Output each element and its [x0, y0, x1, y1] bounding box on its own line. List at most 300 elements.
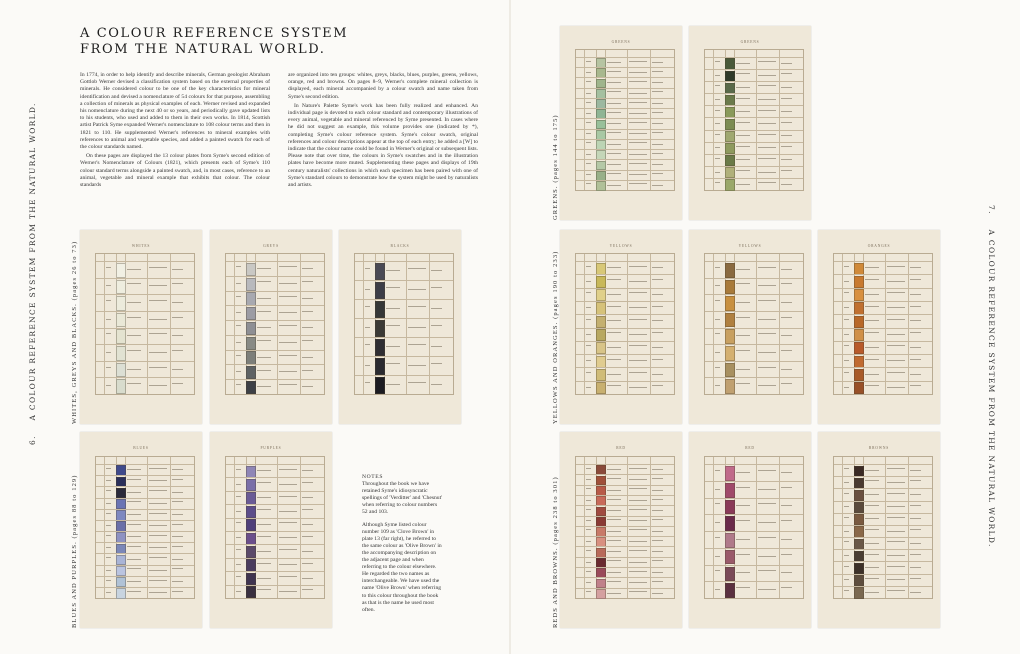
table-row	[576, 328, 674, 329]
colour-swatch	[246, 586, 256, 598]
handwriting-mark	[408, 382, 426, 383]
handwriting-mark	[127, 524, 140, 525]
handwriting-mark	[652, 385, 663, 386]
handwriting-mark	[431, 270, 442, 271]
handwriting-mark	[758, 300, 776, 301]
plate-blues	[80, 432, 202, 628]
handwriting-mark	[629, 292, 647, 293]
table-row	[834, 261, 932, 262]
handwriting-mark	[758, 267, 776, 268]
handwriting-mark	[629, 387, 647, 388]
handwriting-mark	[629, 183, 647, 184]
colour-swatch	[246, 366, 256, 379]
handwriting-mark	[172, 501, 183, 502]
handwriting-mark	[652, 103, 663, 104]
handwriting-mark	[106, 570, 111, 571]
handwriting-mark	[781, 122, 792, 123]
handwriting-mark	[910, 267, 921, 268]
handwriting-mark	[887, 579, 905, 580]
handwriting-mark	[715, 470, 720, 471]
right-page-number: 7.	[987, 205, 996, 215]
handwriting-mark	[607, 132, 620, 133]
handwriting-mark	[607, 499, 620, 500]
table-row	[576, 354, 674, 355]
handwriting-mark	[910, 306, 921, 307]
handwriting-mark	[781, 587, 792, 588]
handwriting-mark	[279, 564, 297, 565]
handwriting-mark	[586, 307, 591, 308]
handwriting-mark	[149, 285, 167, 286]
handwriting-mark	[586, 372, 591, 373]
handwriting-mark	[149, 367, 167, 368]
handwriting-mark	[736, 283, 749, 284]
handwriting-mark	[127, 479, 140, 480]
colour-swatch	[375, 377, 385, 393]
table-row	[96, 377, 194, 378]
handwriting-mark	[149, 547, 167, 548]
handwriting-mark	[172, 317, 183, 318]
handwriting-mark	[652, 469, 663, 470]
table-row	[576, 274, 674, 275]
handwriting-mark	[736, 122, 749, 123]
handwriting-mark	[365, 344, 370, 345]
handwriting-mark	[736, 302, 749, 303]
handwriting-mark	[844, 555, 849, 556]
table-row	[705, 531, 803, 532]
colour-swatch	[725, 71, 735, 82]
handwriting-mark	[910, 374, 921, 375]
handwriting-mark	[758, 319, 776, 320]
colour-swatch	[854, 263, 864, 275]
table-row	[226, 585, 324, 586]
handwriting-mark	[652, 91, 663, 92]
colour-swatch	[725, 143, 735, 154]
table-row	[96, 498, 194, 499]
table-row	[576, 108, 674, 109]
handwriting-mark	[715, 333, 720, 334]
handwriting-mark	[431, 325, 442, 326]
handwriting-mark	[652, 144, 663, 145]
handwriting-mark	[586, 488, 591, 489]
table-row	[705, 311, 803, 312]
handwriting-mark	[172, 369, 183, 370]
handwriting-mark	[586, 93, 591, 94]
handwriting-mark	[781, 520, 792, 521]
handwriting-mark	[844, 345, 849, 346]
handwriting-mark	[715, 267, 720, 268]
handwriting-mark	[127, 581, 140, 582]
handwriting-mark	[236, 266, 241, 267]
handwriting-mark	[629, 281, 647, 282]
handwriting-mark	[365, 306, 370, 307]
handwriting-mark	[652, 173, 663, 174]
handwriting-mark	[257, 509, 270, 510]
handwriting-mark	[865, 518, 878, 519]
colour-swatch	[375, 282, 385, 298]
handwriting-mark	[106, 525, 111, 526]
handwriting-mark	[652, 519, 663, 520]
handwriting-mark	[781, 87, 792, 88]
handwriting-mark	[172, 568, 183, 569]
handwriting-mark	[607, 374, 620, 375]
table-row	[576, 129, 674, 130]
handwriting-mark	[607, 82, 620, 83]
table-row	[226, 261, 324, 262]
table-row	[576, 588, 674, 589]
handwriting-mark	[629, 468, 647, 469]
handwriting-mark	[149, 580, 167, 581]
handwriting-mark	[865, 385, 878, 386]
handwriting-mark	[629, 372, 647, 373]
handwriting-mark	[257, 357, 270, 358]
handwriting-mark	[607, 153, 620, 154]
handwriting-mark	[607, 62, 620, 63]
handwriting-mark	[910, 578, 921, 579]
handwriting-mark	[106, 352, 111, 353]
handwriting-mark	[172, 559, 183, 560]
handwriting-mark	[758, 470, 776, 471]
handwriting-mark	[887, 345, 905, 346]
handwriting-mark	[302, 298, 313, 299]
handwriting-mark	[781, 98, 792, 99]
handwriting-mark	[586, 360, 591, 361]
table-row	[96, 565, 194, 566]
handwriting-mark	[279, 266, 297, 267]
handwriting-mark	[781, 170, 792, 171]
handwriting-mark	[910, 279, 921, 280]
handwriting-mark	[865, 347, 878, 348]
table-row	[576, 301, 674, 302]
notes-paragraph: Although Syme listed colour number 109 as 'Clove Brown' in plate 13 (far right), he referred to the same colour as 'Olive Brown' in the accompanying description on the adjacent page and when referring to the colour elsewhere. He regarded the two names as interchangeable. We have used the name 'Olive Brown' when referring to this colour throughout the book as that is the name he used most often.	[362, 521, 442, 613]
colour-swatch	[725, 119, 735, 130]
handwriting-mark	[629, 520, 647, 521]
handwriting-mark	[586, 281, 591, 282]
handwriting-mark	[629, 61, 647, 62]
handwriting-mark	[629, 334, 647, 335]
handwriting-mark	[715, 537, 720, 538]
plate-oranges	[818, 230, 940, 424]
handwriting-mark	[887, 493, 905, 494]
handwriting-mark	[257, 268, 270, 269]
colour-swatch	[596, 276, 606, 288]
handwriting-mark	[887, 292, 905, 293]
handwriting-mark	[781, 283, 792, 284]
handwriting-mark	[887, 531, 905, 532]
handwriting-mark	[607, 144, 620, 145]
handwriting-mark	[607, 581, 620, 582]
handwriting-mark	[149, 468, 167, 469]
plate-heading: WHITES	[131, 243, 151, 248]
handwriting-mark	[629, 509, 647, 510]
handwriting-mark	[607, 572, 620, 573]
plate-greens-1	[560, 26, 682, 220]
handwriting-mark	[149, 490, 167, 491]
handwriting-mark	[629, 550, 647, 551]
handwriting-mark	[715, 352, 720, 353]
handwriting-mark	[629, 571, 647, 572]
colour-swatch	[725, 131, 735, 142]
handwriting-mark	[629, 591, 647, 592]
handwriting-mark	[607, 551, 620, 552]
handwriting-mark	[629, 122, 647, 123]
table-row	[226, 464, 324, 465]
handwriting-mark	[629, 174, 647, 175]
table-rule	[756, 50, 757, 190]
table-row	[96, 509, 194, 510]
handwriting-mark	[865, 470, 878, 471]
plate-browns	[818, 432, 940, 628]
table-rule	[779, 254, 780, 394]
handwriting-mark	[257, 386, 270, 387]
handwriting-mark	[607, 112, 620, 113]
handwriting-mark	[607, 593, 620, 594]
handwriting-mark	[781, 111, 792, 112]
handwriting-mark	[149, 300, 167, 301]
table-row	[705, 464, 803, 465]
colour-swatch	[246, 546, 256, 558]
handwriting-mark	[149, 385, 167, 386]
handwriting-mark	[257, 551, 270, 552]
colour-swatch	[596, 316, 606, 328]
colour-swatch	[725, 516, 735, 531]
table-row	[576, 516, 674, 517]
handwriting-mark	[172, 469, 183, 470]
handwriting-mark	[257, 281, 270, 282]
table-row	[576, 288, 674, 289]
handwriting-mark	[652, 306, 663, 307]
handwriting-mark	[758, 333, 776, 334]
handwriting-mark	[736, 350, 749, 351]
table-row	[96, 278, 194, 279]
handwriting-mark	[715, 75, 720, 76]
table-row	[226, 379, 324, 380]
handwriting-mark	[910, 554, 921, 555]
handwriting-mark	[236, 296, 241, 297]
table-row	[226, 291, 324, 292]
handwriting-mark	[758, 99, 776, 100]
colour-swatch	[596, 342, 606, 354]
table-row	[834, 537, 932, 538]
table-row	[834, 274, 932, 275]
colour-swatch	[596, 263, 606, 275]
colour-swatch	[725, 550, 735, 565]
handwriting-mark	[279, 384, 297, 385]
table-row	[226, 518, 324, 519]
handwriting-mark	[652, 540, 663, 541]
table-rule	[756, 457, 757, 598]
table-row	[834, 328, 932, 329]
handwriting-mark	[629, 541, 647, 542]
handwriting-mark	[127, 302, 140, 303]
handwriting-mark	[149, 503, 167, 504]
handwriting-mark	[844, 493, 849, 494]
table-row	[834, 525, 932, 526]
colour-swatch	[725, 567, 735, 582]
handwriting-mark	[736, 63, 749, 64]
handwriting-mark	[758, 147, 776, 148]
handwriting-mark	[910, 480, 921, 481]
table-row	[226, 335, 324, 336]
colour-swatch	[116, 280, 126, 295]
handwriting-mark	[127, 283, 140, 284]
handwriting-mark	[586, 571, 591, 572]
handwriting-mark	[408, 344, 426, 345]
handwriting-mark	[408, 268, 426, 269]
handwriting-mark	[781, 146, 792, 147]
handwriting-mark	[257, 370, 270, 371]
handwriting-mark	[386, 346, 399, 347]
handwriting-mark	[758, 489, 776, 490]
left-page-number: 6.	[28, 435, 37, 445]
colour-swatch	[725, 107, 735, 118]
handwriting-mark	[715, 110, 720, 111]
handwriting-mark	[607, 490, 620, 491]
table-row	[355, 356, 453, 357]
table-row	[576, 77, 674, 78]
handwriting-mark	[865, 578, 878, 579]
handwriting-mark	[302, 370, 313, 371]
handwriting-mark	[302, 578, 313, 579]
handwriting-mark	[607, 531, 620, 532]
body-paragraph: are organized into ten groups: whites, greys, blacks, blues, purples, greens, yellows, orange, red and browns. On pages 8–9, Werner's complete mineral collection is displayed, each mineral accompanied by a colour swatch and name taken from Syme's second edition.	[288, 72, 478, 100]
handwriting-mark	[586, 582, 591, 583]
colour-swatch	[246, 337, 256, 350]
handwriting-mark	[127, 514, 140, 515]
colour-swatch	[116, 379, 126, 394]
plate-table	[833, 456, 933, 599]
colour-swatch	[246, 278, 256, 291]
handwriting-mark	[431, 287, 442, 288]
handwriting-mark	[781, 184, 792, 185]
handwriting-mark	[586, 509, 591, 510]
handwriting-mark	[607, 267, 620, 268]
table-rule	[885, 457, 886, 598]
colour-swatch	[854, 289, 864, 301]
handwriting-mark	[781, 472, 792, 473]
colour-swatch	[854, 466, 864, 477]
handwriting-mark	[431, 363, 442, 364]
plate-purples	[210, 432, 332, 628]
plate-heading: GREENS	[611, 39, 631, 44]
table-row	[96, 344, 194, 345]
handwriting-mark	[257, 589, 270, 590]
handwriting-mark	[844, 566, 849, 567]
colour-swatch	[854, 563, 864, 574]
handwriting-mark	[715, 522, 720, 523]
colour-swatch	[854, 502, 864, 513]
body-paragraph: On these pages are displayed the 13 colour plates from Syme's second edition of Werner's Nomenclature of Colours (1821), which presents each of Syme's 110 colour standard terms alongside a painted swatch, and, in most cases, reference to an animal, vegetable and mineral example that exhibits that colour. The colour standards	[80, 153, 270, 189]
handwriting-mark	[236, 537, 241, 538]
handwriting-mark	[715, 385, 720, 386]
colour-swatch	[725, 155, 735, 166]
handwriting-mark	[844, 579, 849, 580]
handwriting-mark	[629, 133, 647, 134]
table-row	[705, 105, 803, 106]
table-row	[576, 261, 674, 262]
handwriting-mark	[106, 490, 111, 491]
handwriting-mark	[607, 306, 620, 307]
table-row	[705, 93, 803, 94]
table-row	[834, 354, 932, 355]
handwriting-mark	[586, 387, 591, 388]
right-running-title: A COLOUR REFERENCE SYSTEM FROM THE NATURAL WORLD.	[987, 229, 996, 548]
table-row	[834, 367, 932, 368]
handwriting-mark	[781, 73, 792, 74]
colour-swatch	[725, 83, 735, 94]
table-row	[576, 118, 674, 119]
handwriting-mark	[652, 185, 663, 186]
handwriting-mark	[715, 134, 720, 135]
handwriting-mark	[865, 332, 878, 333]
handwriting-mark	[715, 556, 720, 557]
table-rule	[779, 457, 780, 598]
handwriting-mark	[236, 576, 241, 577]
handwriting-mark	[586, 154, 591, 155]
section-label-reds: REDS AND BROWNS. (pages 238 to 301)	[552, 476, 559, 628]
handwriting-mark	[736, 487, 749, 488]
handwriting-mark	[149, 267, 167, 268]
handwriting-mark	[781, 383, 792, 384]
handwriting-mark	[652, 62, 663, 63]
handwriting-mark	[279, 296, 297, 297]
handwriting-mark	[781, 335, 792, 336]
handwriting-mark	[652, 294, 663, 295]
handwriting-mark	[781, 63, 792, 64]
colour-swatch	[854, 490, 864, 501]
handwriting-mark	[365, 268, 370, 269]
handwriting-mark	[781, 302, 792, 303]
handwriting-mark	[106, 300, 111, 301]
table-rule	[104, 254, 105, 394]
plate-greens-2	[689, 26, 811, 220]
handwriting-mark	[758, 352, 776, 353]
colour-swatch	[375, 301, 385, 317]
handwriting-mark	[279, 576, 297, 577]
handwriting-mark	[844, 319, 849, 320]
handwriting-mark	[172, 492, 183, 493]
colour-swatch	[246, 351, 256, 364]
handwriting-mark	[887, 307, 905, 308]
handwriting-mark	[736, 572, 749, 573]
colour-swatch	[246, 292, 256, 305]
plate-table	[354, 253, 454, 395]
handwriting-mark	[736, 146, 749, 147]
plate-table	[225, 456, 325, 599]
handwriting-mark	[586, 468, 591, 469]
plate-reds-2	[689, 432, 811, 628]
table-row	[226, 558, 324, 559]
table-row	[705, 142, 803, 143]
table-rule	[363, 254, 364, 394]
handwriting-mark	[629, 529, 647, 530]
handwriting-mark	[302, 386, 313, 387]
handwriting-mark	[715, 99, 720, 100]
plate-table	[575, 49, 675, 191]
table-row	[705, 565, 803, 566]
handwriting-mark	[887, 281, 905, 282]
colour-swatch	[725, 95, 735, 106]
plate-blacks	[339, 230, 461, 424]
handwriting-mark	[106, 535, 111, 536]
handwriting-mark	[586, 174, 591, 175]
handwriting-mark	[236, 384, 241, 385]
handwriting-mark	[106, 385, 111, 386]
table-row	[355, 261, 453, 262]
table-row	[705, 69, 803, 70]
handwriting-mark	[257, 298, 270, 299]
handwriting-mark	[758, 182, 776, 183]
handwriting-mark	[302, 536, 313, 537]
